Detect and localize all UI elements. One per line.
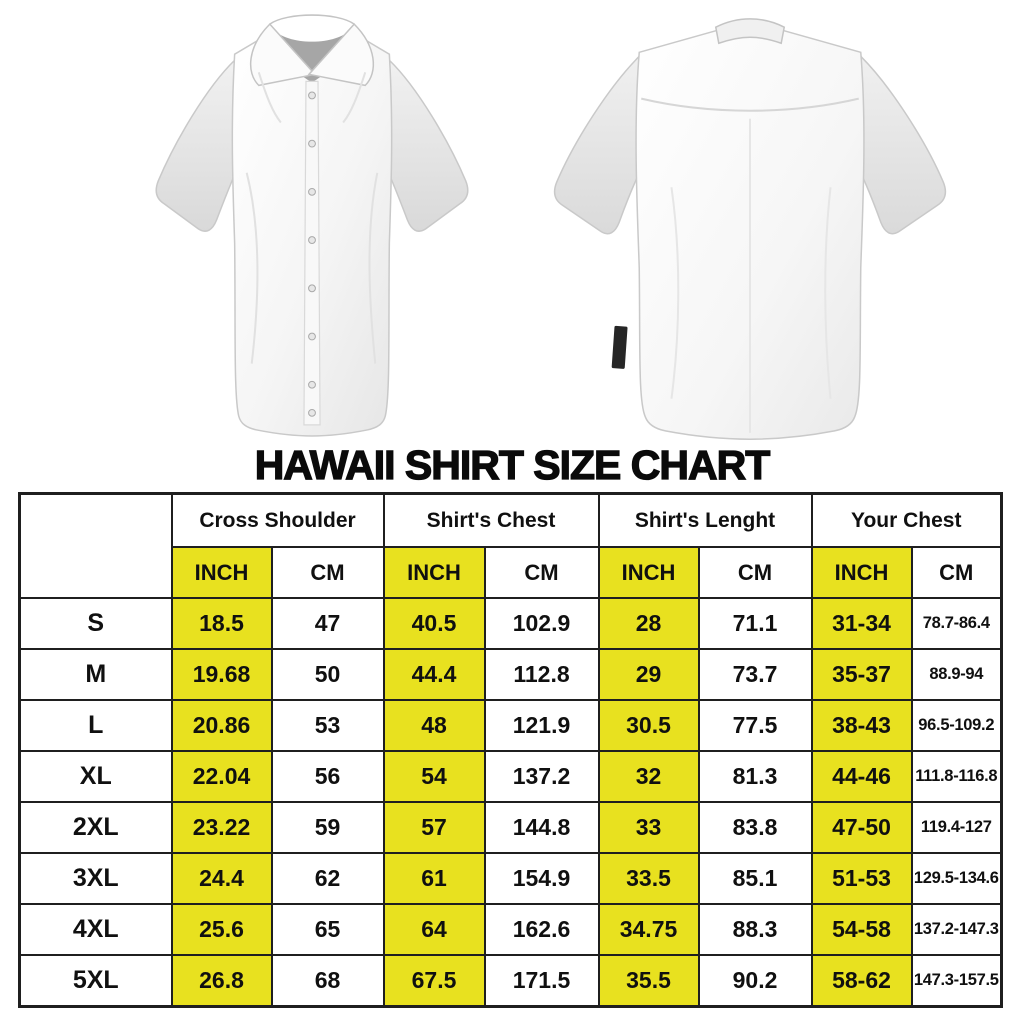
table-header (20, 494, 1002, 599)
size-value-cell: 40.5 (384, 598, 485, 649)
shirt-tag (612, 326, 628, 369)
size-value-cell: 62 (272, 853, 384, 904)
size-value-cell: 35-37 (812, 649, 912, 700)
unit-header: CM (912, 547, 1002, 598)
table-row (20, 598, 1002, 649)
size-value-cell: 144.8 (485, 802, 599, 853)
size-label: L (20, 700, 172, 751)
size-value-cell: 25.6 (172, 904, 272, 955)
size-value-cell: 59 (272, 802, 384, 853)
size-chart-table (18, 492, 1003, 1008)
size-value-cell: 102.9 (485, 598, 599, 649)
size-value-cell: 33.5 (599, 853, 699, 904)
size-label: 4XL (20, 904, 172, 955)
size-value-cell: 51-53 (812, 853, 912, 904)
size-label: XL (20, 751, 172, 802)
size-value-cell: 18.5 (172, 598, 272, 649)
table-row (20, 955, 1002, 1006)
size-value-cell: 22.04 (172, 751, 272, 802)
table-row (20, 853, 1002, 904)
unit-header: INCH (172, 547, 272, 598)
size-value-cell: 33 (599, 802, 699, 853)
size-value-cell: 54 (384, 751, 485, 802)
table-row (20, 649, 1002, 700)
size-value-cell: 85.1 (699, 853, 812, 904)
size-value-cell: 137.2 (485, 751, 599, 802)
size-value-cell: 121.9 (485, 700, 599, 751)
size-value-cell: 26.8 (172, 955, 272, 1006)
size-value-cell: 38-43 (812, 700, 912, 751)
size-value-cell: 57 (384, 802, 485, 853)
size-value-cell: 77.5 (699, 700, 812, 751)
column-group-header: Your Chest (812, 494, 1002, 548)
size-value-cell: 129.5-134.6 (912, 853, 1002, 904)
size-value-cell: 137.2-147.3 (912, 904, 1002, 955)
column-group-header: Shirt's Lenght (599, 494, 812, 548)
size-value-cell: 88.3 (699, 904, 812, 955)
size-value-cell: 28 (599, 598, 699, 649)
size-value-cell: 30.5 (599, 700, 699, 751)
corner-cell (20, 494, 172, 599)
size-value-cell: 162.6 (485, 904, 599, 955)
size-value-cell: 54-58 (812, 904, 912, 955)
table-row (20, 700, 1002, 751)
unit-header: CM (699, 547, 812, 598)
size-value-cell: 67.5 (384, 955, 485, 1006)
size-value-cell: 83.8 (699, 802, 812, 853)
size-value-cell: 23.22 (172, 802, 272, 853)
size-value-cell: 73.7 (699, 649, 812, 700)
size-value-cell: 171.5 (485, 955, 599, 1006)
table-row (20, 802, 1002, 853)
size-label: S (20, 598, 172, 649)
size-value-cell: 24.4 (172, 853, 272, 904)
unit-header: INCH (384, 547, 485, 598)
size-value-cell: 64 (384, 904, 485, 955)
size-value-cell: 71.1 (699, 598, 812, 649)
size-value-cell: 34.75 (599, 904, 699, 955)
size-value-cell: 31-34 (812, 598, 912, 649)
size-value-cell: 50 (272, 649, 384, 700)
size-label: M (20, 649, 172, 700)
size-value-cell: 61 (384, 853, 485, 904)
unit-header: INCH (599, 547, 699, 598)
size-value-cell: 32 (599, 751, 699, 802)
size-label: 2XL (20, 802, 172, 853)
size-value-cell: 47-50 (812, 802, 912, 853)
size-value-cell: 96.5-109.2 (912, 700, 1002, 751)
unit-header: CM (485, 547, 599, 598)
shirt-front-image (146, 2, 478, 444)
size-value-cell: 19.68 (172, 649, 272, 700)
shirt-back-image (538, 6, 962, 444)
size-value-cell: 53 (272, 700, 384, 751)
size-value-cell: 44.4 (384, 649, 485, 700)
column-group-header: Shirt's Chest (384, 494, 599, 548)
size-value-cell: 78.7-86.4 (912, 598, 1002, 649)
size-value-cell: 48 (384, 700, 485, 751)
size-value-cell: 56 (272, 751, 384, 802)
table-row (20, 904, 1002, 955)
size-value-cell: 58-62 (812, 955, 912, 1006)
size-value-cell: 20.86 (172, 700, 272, 751)
size-value-cell: 112.8 (485, 649, 599, 700)
table-row (20, 751, 1002, 802)
size-label: 5XL (20, 955, 172, 1006)
size-value-cell: 65 (272, 904, 384, 955)
size-value-cell: 111.8-116.8 (912, 751, 1002, 802)
size-label: 3XL (20, 853, 172, 904)
column-group-header: Cross Shoulder (172, 494, 384, 548)
table-body (20, 598, 1002, 1006)
size-value-cell: 44-46 (812, 751, 912, 802)
size-value-cell: 29 (599, 649, 699, 700)
size-value-cell: 154.9 (485, 853, 599, 904)
size-value-cell: 90.2 (699, 955, 812, 1006)
size-value-cell: 68 (272, 955, 384, 1006)
size-value-cell: 35.5 (599, 955, 699, 1006)
size-value-cell: 47 (272, 598, 384, 649)
size-value-cell: 119.4-127 (912, 802, 1002, 853)
size-value-cell: 147.3-157.5 (912, 955, 1002, 1006)
unit-header: CM (272, 547, 384, 598)
page-title: HAWAII SHIRT SIZE CHART (254, 442, 770, 488)
size-value-cell: 81.3 (699, 751, 812, 802)
size-value-cell: 88.9-94 (912, 649, 1002, 700)
unit-header: INCH (812, 547, 912, 598)
